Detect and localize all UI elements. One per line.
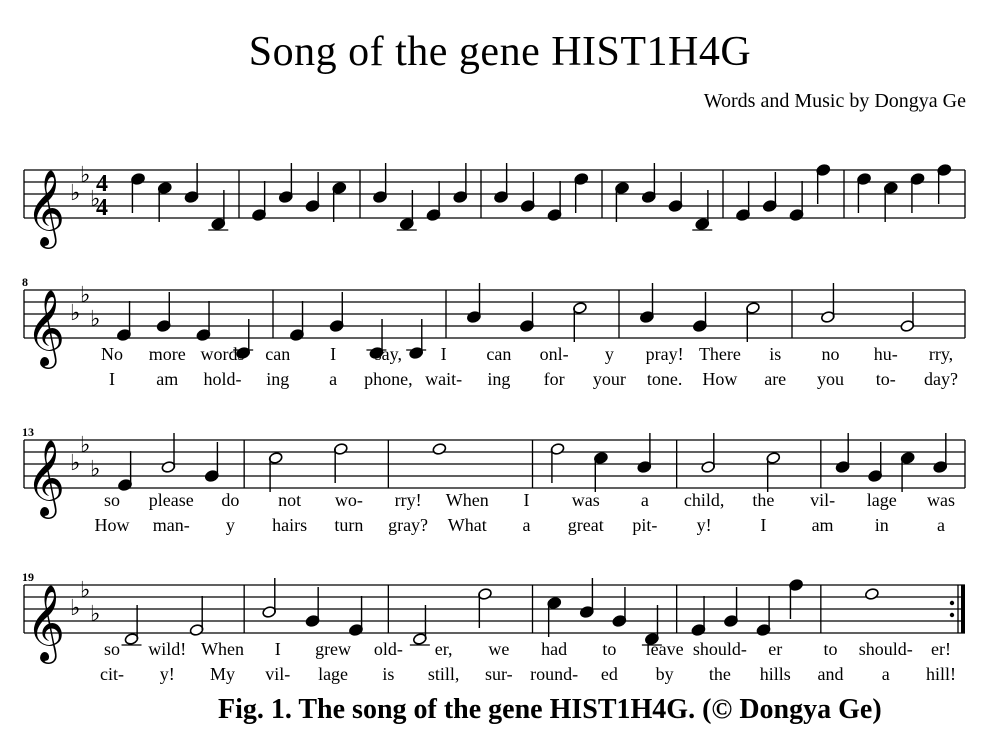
lyric-syllable: a	[329, 369, 338, 389]
lyric-syllable: your	[592, 369, 626, 389]
staff-system	[22, 275, 965, 389]
lyric-syllable: words	[200, 344, 245, 364]
note-head	[432, 443, 447, 456]
flat-icon: ♭	[80, 162, 91, 187]
lyric-syllable: hill!	[926, 664, 956, 684]
lyric-syllable: I	[109, 369, 115, 389]
lyric-syllable: onl-	[539, 344, 569, 364]
lyric-syllable: the	[708, 664, 731, 684]
lyric-syllable: is	[382, 664, 395, 684]
measure-number: 13	[22, 425, 34, 439]
lyric-syllable: should-	[858, 639, 913, 659]
lyric-syllable: er!	[931, 639, 951, 659]
lyric-syllable: a	[640, 490, 649, 510]
lyric-syllable: cit-	[100, 664, 124, 684]
treble-clef-icon: 𝄞	[26, 172, 66, 245]
lyric-syllable: day?	[924, 369, 958, 389]
lyric-syllable: What	[447, 515, 487, 535]
lyric-syllable: old-	[373, 639, 403, 659]
lyric-syllable: was	[927, 490, 955, 510]
lyric-syllable: gray?	[388, 515, 429, 535]
lyric-syllable: When	[201, 639, 245, 659]
lyric-syllable: No	[101, 344, 123, 364]
lyric-syllable: do	[221, 490, 240, 510]
lyric-syllable: My	[210, 664, 236, 684]
lyric-syllable: a	[522, 515, 531, 535]
lyric-syllable: y!	[159, 664, 175, 684]
lyric-syllable: so	[103, 639, 121, 659]
lyric-syllable: phone,	[364, 369, 413, 389]
lyric-syllable: to	[602, 639, 617, 659]
lyric-syllable: to-	[875, 369, 896, 389]
lyric-syllable: had	[541, 639, 568, 659]
note-head	[864, 588, 879, 601]
lyric-syllable: we	[488, 639, 510, 659]
lyric-syllable: can	[486, 344, 512, 364]
lyric-syllable: ing	[487, 369, 511, 389]
lyric-syllable: more	[148, 344, 186, 364]
flat-icon: ♭	[70, 300, 81, 325]
lyric-syllable: still,	[427, 664, 460, 684]
lyric-syllable: tone.	[646, 369, 683, 389]
flat-icon: ♭	[80, 432, 91, 457]
lyric-syllable: How	[702, 369, 738, 389]
lyric-syllable: to	[823, 639, 838, 659]
staff-system	[24, 162, 965, 249]
lyric-syllable: er	[768, 639, 783, 659]
lyric-syllable: please	[148, 490, 194, 510]
flat-icon: ♭	[80, 577, 91, 602]
lyric-syllable: in	[874, 515, 889, 535]
lyric-syllable: no	[821, 344, 840, 364]
lyric-syllable: by	[655, 664, 674, 684]
lyric-syllable: pray!	[645, 344, 684, 364]
lyric-syllable: are	[764, 369, 787, 389]
figure-caption: Fig. 1. The song of the gene HIST1H4G. (© Dongya Ge)	[218, 694, 882, 725]
flat-icon: ♭	[90, 601, 101, 626]
flat-icon: ♭	[90, 186, 101, 211]
repeat-dot	[950, 601, 954, 605]
composer-credit: Words and Music by Dongya Ge	[703, 90, 966, 112]
lyric-syllable: rry!	[394, 490, 422, 510]
flat-icon: ♭	[90, 306, 101, 331]
lyric-syllable: ed	[600, 664, 618, 684]
treble-clef-icon: 𝄞	[26, 587, 66, 660]
lyric-syllable: wait-	[425, 369, 463, 389]
lyric-syllable: great	[567, 515, 604, 535]
lyric-syllable: I	[274, 639, 281, 659]
lyric-syllable: y	[604, 344, 614, 364]
lyric-syllable: a	[937, 515, 945, 535]
measure-number: 8	[22, 275, 28, 289]
lyric-syllable: sur-	[485, 664, 513, 684]
lyric-syllable: hu-	[873, 344, 898, 364]
lyric-syllable: wo-	[334, 490, 363, 510]
lyric-syllable: I	[523, 490, 530, 510]
lyric-syllable: lage	[318, 664, 349, 684]
lyric-syllable: I	[330, 344, 337, 364]
lyric-syllable: man-	[152, 515, 190, 535]
lyric-syllable: say,	[374, 344, 402, 364]
lyric-syllable: When	[445, 490, 489, 510]
lyric-syllable: can	[265, 344, 291, 364]
flat-icon: ♭	[80, 282, 91, 307]
lyric-syllable: I	[760, 515, 767, 535]
lyric-syllable: turn	[334, 515, 364, 535]
lyric-syllable: and	[817, 664, 844, 684]
lyric-syllable: vil-	[265, 664, 291, 684]
lyric-syllable: so	[103, 490, 121, 510]
staff-system	[22, 570, 965, 684]
treble-clef-icon: 𝄞	[26, 292, 66, 365]
lyric-syllable: round-	[530, 664, 579, 684]
lyric-syllable: for	[543, 369, 565, 389]
flat-icon: ♭	[90, 456, 101, 481]
lyric-syllable: a	[881, 664, 890, 684]
flat-icon: ♭	[70, 450, 81, 475]
lyric-syllable: is	[769, 344, 782, 364]
lyric-syllable: child,	[683, 490, 725, 510]
lyric-syllable: am	[811, 515, 834, 535]
treble-clef-icon: 𝄞	[26, 442, 66, 515]
lyric-syllable: er,	[434, 639, 453, 659]
lyric-syllable: wild!	[148, 639, 187, 659]
measure-number: 19	[22, 570, 34, 584]
lyric-syllable: ing	[266, 369, 290, 389]
lyric-syllable: hairs	[272, 515, 308, 535]
lyric-syllable: am	[156, 369, 179, 389]
lyric-syllable: hills	[759, 664, 791, 684]
flat-icon: ♭	[70, 180, 81, 205]
lyric-syllable: pit-	[632, 515, 658, 535]
lyric-syllable: I	[440, 344, 447, 364]
staff-system	[22, 425, 965, 535]
lyric-syllable: leave	[645, 639, 684, 659]
lyric-syllable: There	[698, 344, 741, 364]
lyric-syllable: rry,	[928, 344, 954, 364]
repeat-dot	[950, 613, 954, 617]
lyric-syllable: should-	[692, 639, 747, 659]
lyric-syllable: y!	[696, 515, 712, 535]
lyric-syllable: the	[752, 490, 775, 510]
lyric-syllable: lage	[866, 490, 897, 510]
lyric-syllable: vil-	[810, 490, 836, 510]
lyric-syllable: How	[94, 515, 130, 535]
lyric-syllable: not	[278, 490, 302, 510]
lyric-syllable: grew	[315, 639, 352, 659]
lyric-syllable: you	[816, 369, 844, 389]
flat-icon: ♭	[70, 595, 81, 620]
song-title: Song of the gene HIST1H4G	[248, 29, 752, 75]
time-signature-top: 4	[96, 171, 108, 197]
lyric-syllable: y	[225, 515, 235, 535]
lyric-syllable: was	[571, 490, 600, 510]
time-signature-bottom: 4	[96, 195, 108, 221]
lyric-syllable: hold-	[203, 369, 242, 389]
